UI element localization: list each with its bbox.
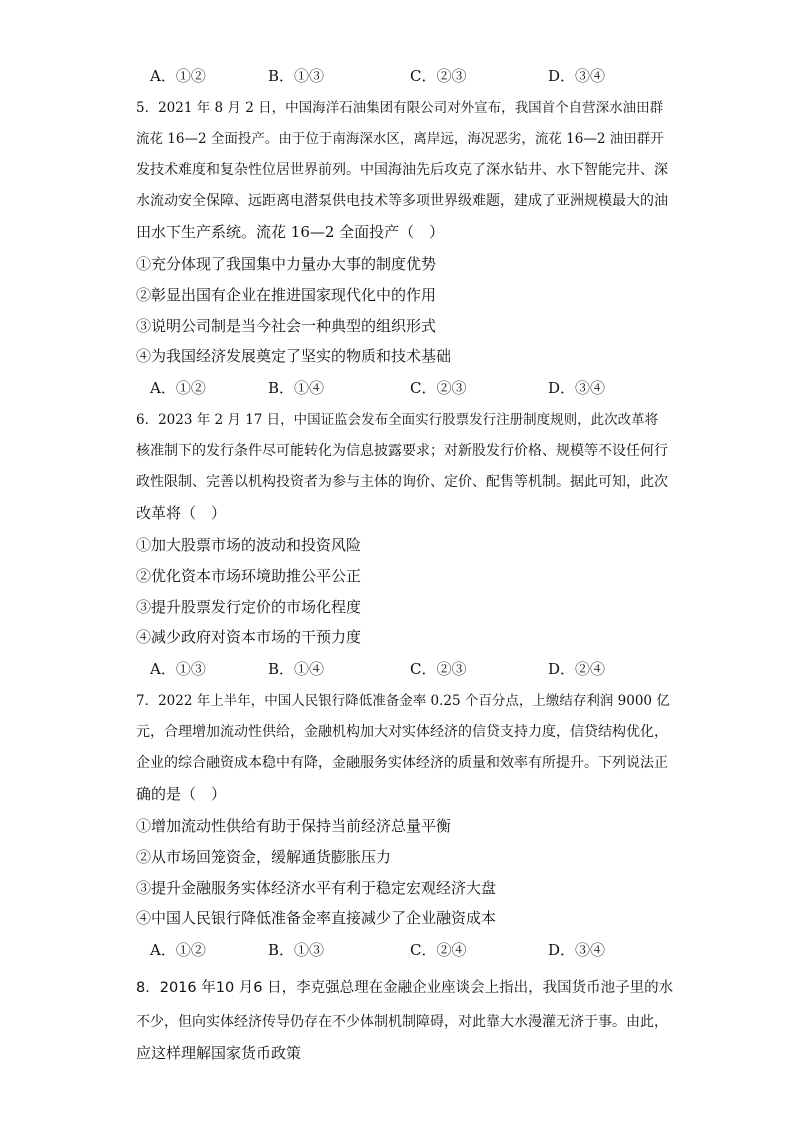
q5-statement: ④为我国经济发展奠定了坚实的物质和技术基础 [136, 347, 452, 365]
q6-stem-line: 政性限制、完善以机构投资者为参与主体的询价、定价、配售等机制。据此可知，此次 [136, 474, 668, 490]
q7-stem-line: 企业的综合融资成本稳中有降，金融服务实体经济的质量和效率有所提升。下列说法正 [136, 755, 668, 771]
q6-statement: ④减少政府对资本市场的干预力度 [136, 628, 362, 646]
q5-statement: ①充分体现了我国集中力量办大事的制度优势 [136, 255, 437, 273]
q7-stem-line: 确的是（ ） [136, 785, 227, 803]
q7-statement: ①增加流动性供给有助于保持当前经济总量平衡 [136, 817, 452, 835]
q6-option-c[interactable]: C．②③ [410, 660, 467, 678]
q7-statement: ④中国人民银行降低准备金率直接减少了企业融资成本 [136, 909, 497, 927]
q4-option-a[interactable]: A．①② [150, 67, 206, 85]
q6-statement: ③提升股票发行定价的市场化程度 [136, 598, 362, 616]
q7-option-d[interactable]: D．③④ [548, 941, 606, 959]
q4-options [150, 66, 690, 86]
q7-stem-line: 7．2022 年上半年，中国人民银行降低准备金率 0.25 个百分点，上缴结存利润 9000 亿 [136, 693, 670, 709]
q7-statement: ③提升金融服务实体经济水平有利于稳定宏观经济大盘 [136, 879, 497, 897]
q5-option-c[interactable]: C．②③ [410, 379, 467, 397]
q6-statement: ①加大股票市场的波动和投资风险 [136, 536, 362, 554]
q5-stem-line: 发技术难度和复杂性位居世界前列。中国海油先后攻克了深水钻井、水下智能完井、深 [136, 162, 668, 178]
q8-stem-line: 不少，但向实体经济传导仍存在不少体制机制障碍，对此靠大水漫灌无济于事。由此， [136, 1014, 668, 1030]
q5-stem-line: 流花 16—2 全面投产。由于位于南海深水区，离岸远，海况恶劣，流花 16—2 油田群开 [136, 131, 664, 147]
q5-option-a[interactable]: A．①② [150, 379, 206, 397]
q5-statement: ②彰显出国有企业在推进国家现代化中的作用 [136, 286, 437, 304]
q5-stem-line: 5．2021 年 8 月 2 日，中国海洋石油集团有限公司对外宣布，我国首个自营深水油田群 [136, 100, 664, 116]
q5-statement: ③说明公司制是当今社会一种典型的组织形式 [136, 317, 437, 335]
q5-option-d[interactable]: D．③④ [548, 379, 606, 397]
q5-options [150, 378, 690, 398]
q6-stem-line: 改革将（ ） [136, 504, 227, 522]
q7-stem-line: 元，合理增加流动性供给，金融机构加大对实体经济的信贷支持力度，信贷结构优化， [136, 724, 668, 740]
q7-option-b[interactable]: B．①③ [268, 941, 325, 959]
q6-option-b[interactable]: B．①④ [268, 660, 325, 678]
q6-statement: ②优化资本市场环境助推公平公正 [136, 567, 362, 585]
q8-stem-line: 应这样理解国家货币政策 [136, 1044, 302, 1062]
q7-option-a[interactable]: A．①② [150, 941, 206, 959]
q4-option-b[interactable]: B．①③ [268, 67, 325, 85]
q6-stem-line: 6．2023 年 2 月 17 日，中国证监会发布全面实行股票发行注册制度规则，此次改革将 [136, 412, 659, 428]
q4-option-c[interactable]: C．②③ [410, 67, 467, 85]
q7-option-c[interactable]: C．②④ [410, 941, 467, 959]
q7-statement: ②从市场回笼资金，缓解通货膨胀压力 [136, 848, 392, 866]
q6-options [150, 659, 690, 679]
q5-option-b[interactable]: B．①④ [268, 379, 325, 397]
q6-option-d[interactable]: D．②④ [548, 660, 606, 678]
q5-stem-line: 水流动安全保障、远距离电潜泵供电技术等多项世界级难题，建成了亚洲规模最大的油 [136, 193, 668, 209]
q6-stem-line: 核准制下的发行条件尽可能转化为信息披露要求；对新股发行价格、规模等不设任何行 [136, 443, 668, 459]
q4-option-d[interactable]: D．③④ [548, 67, 606, 85]
q7-options [150, 940, 690, 960]
q8-stem-line: 8．2016 年10 月6 日，李克强总理在金融企业座谈会上指出，我国货币池子里的水 [136, 980, 674, 996]
q6-option-a[interactable]: A．①③ [150, 660, 206, 678]
q5-stem-line: 田水下生产系统。流花 16—2 全面投产（ ） [136, 223, 445, 241]
